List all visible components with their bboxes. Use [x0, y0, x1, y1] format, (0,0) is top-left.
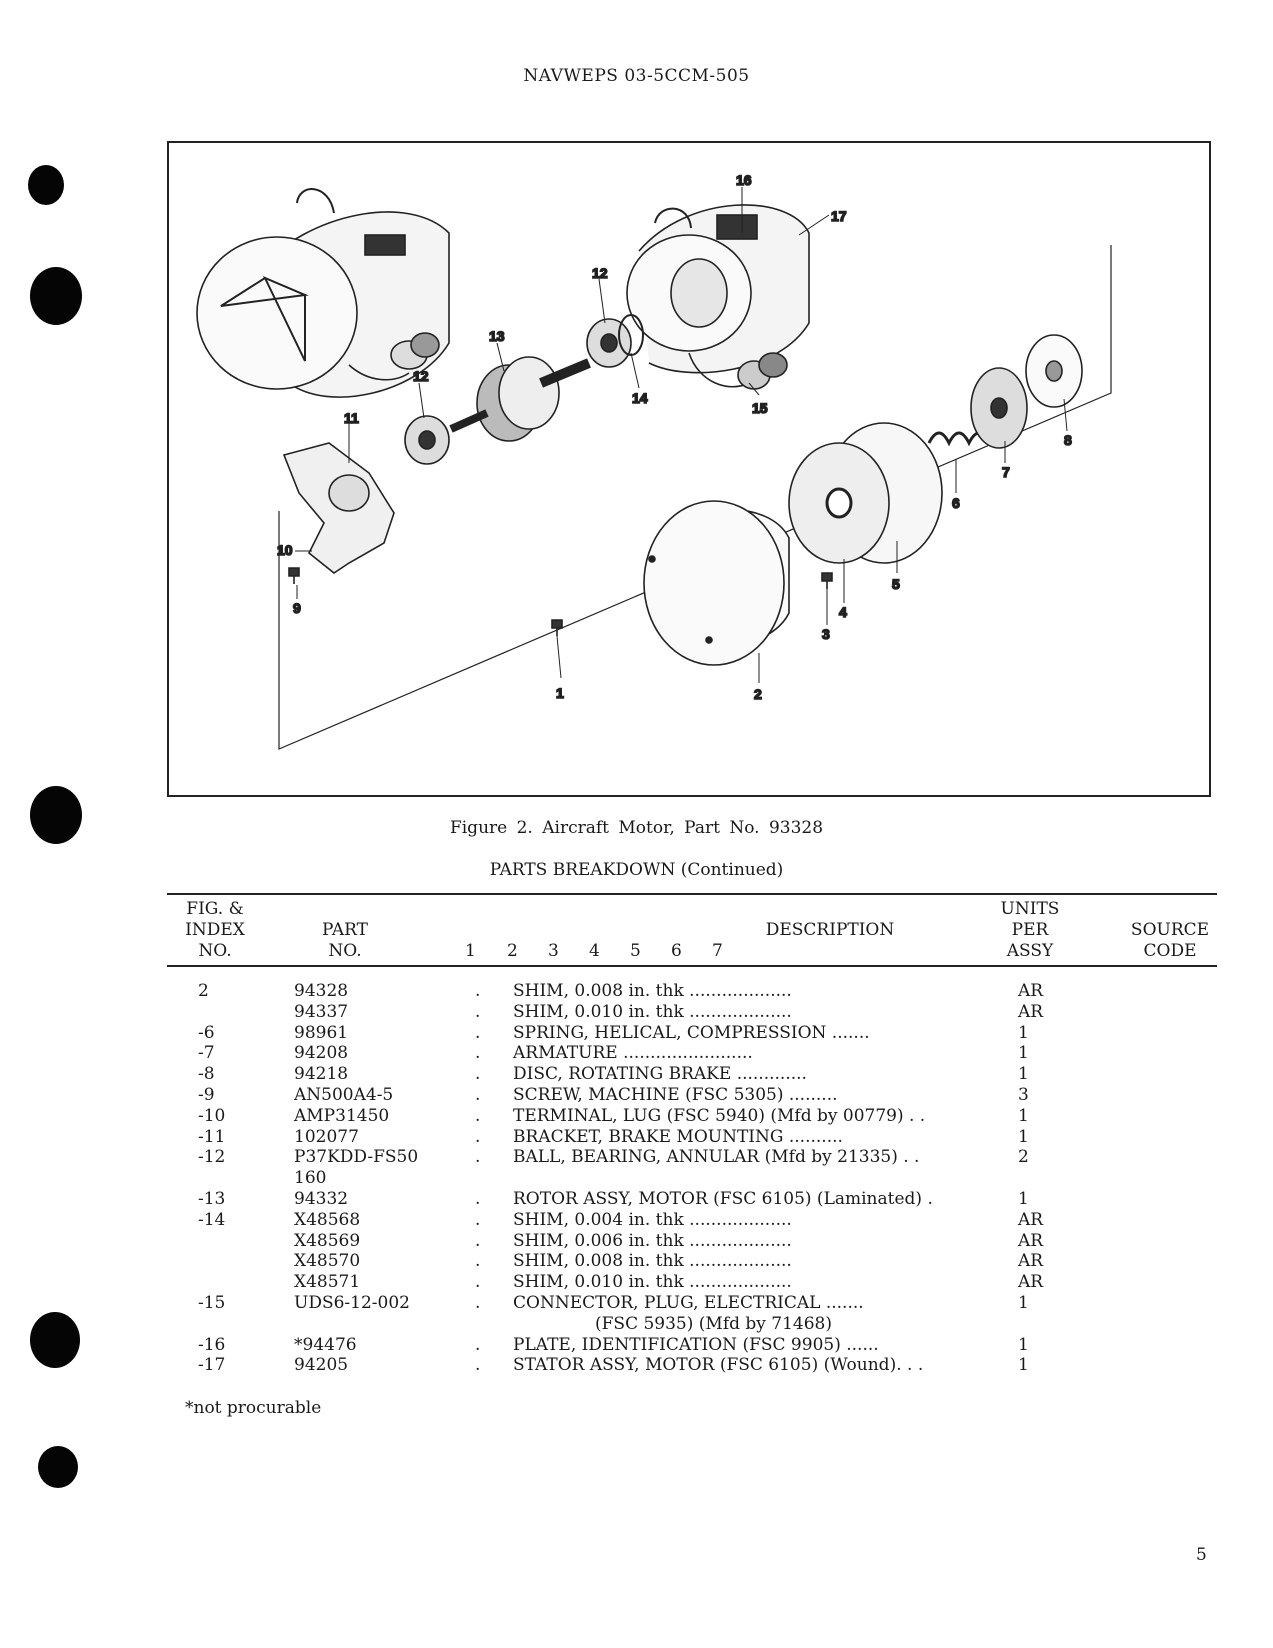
description-cell: (FSC 5935) (Mfd by 71468) — [595, 1313, 833, 1334]
table-title: PARTS BREAKDOWN (Continued) — [489, 860, 784, 880]
description-cell: CONNECTOR, PLUG, ELECTRICAL ....... — [513, 1293, 864, 1313]
description-cell: SPRING, HELICAL, COMPRESSION ....... — [513, 1022, 870, 1043]
units-cell: 1 — [1018, 1022, 1029, 1043]
part-number-cell: 94337 — [294, 1001, 349, 1022]
part-number-cell: *94476 — [294, 1334, 357, 1355]
part-number-cell: 94218 — [294, 1064, 349, 1085]
indent-dot: . — [475, 1147, 481, 1168]
callout-16: 16 — [736, 172, 752, 188]
description-cell: SHIM, 0.006 in. thk ................... — [513, 1230, 792, 1251]
indent-dot: . — [475, 1001, 481, 1022]
index-cell: -11 — [198, 1126, 226, 1147]
part-number-cell: X48570 — [294, 1251, 361, 1272]
callout-2: 2 — [754, 686, 762, 702]
callout-4: 4 — [839, 604, 847, 620]
binder-hole — [30, 267, 82, 325]
indent-dot: . — [475, 1209, 481, 1230]
units-cell: AR — [1018, 1001, 1044, 1022]
index-cell: -7 — [198, 1043, 215, 1064]
units-cell: AR — [1018, 1209, 1044, 1230]
exploded-view-figure — [167, 141, 1211, 797]
table-row — [0, 1106, 1273, 1127]
brake-assembly — [789, 423, 942, 563]
header-units: UNITS PER ASSY — [1000, 899, 1060, 961]
indent-dot: . — [475, 1293, 481, 1313]
indent-dot: . — [475, 1022, 481, 1043]
table-row — [0, 1355, 1273, 1376]
index-cell: -9 — [198, 1085, 215, 1105]
motor-housing-left — [197, 189, 449, 397]
units-cell: 1 — [1018, 1293, 1029, 1313]
description-cell: ROTOR ASSY, MOTOR (FSC 6105) (Laminated) . — [513, 1189, 933, 1209]
figure-caption: Figure 2. Aircraft Motor, Part No. 93328 — [449, 818, 824, 838]
callout-13: 13 — [489, 328, 505, 344]
units-cell: AR — [1018, 981, 1044, 1001]
header-fig-index: FIG. & INDEX NO. — [185, 899, 245, 961]
units-cell: AR — [1018, 1251, 1044, 1272]
index-cell: 2 — [198, 981, 209, 1001]
header-part-no: PART NO. — [322, 920, 368, 961]
units-cell: 1 — [1018, 1043, 1029, 1064]
table-row — [0, 1085, 1273, 1106]
table-row — [0, 1023, 1273, 1044]
units-cell: 1 — [1018, 1064, 1029, 1085]
callout-5: 5 — [892, 576, 900, 592]
table-row — [0, 1064, 1273, 1085]
indent-dot: . — [475, 1189, 481, 1209]
units-cell: 2 — [1018, 1147, 1029, 1168]
exploded-view-illustration — [169, 143, 1209, 795]
index-cell: -16 — [198, 1334, 226, 1355]
table-row — [0, 1272, 1273, 1293]
part-number-cell: UDS6-12-002 — [294, 1293, 410, 1313]
indent-dot: . — [475, 1043, 481, 1064]
index-cell: -10 — [198, 1105, 226, 1126]
table-row — [0, 1043, 1273, 1064]
callout-9: 9 — [293, 600, 301, 616]
index-cell: -12 — [198, 1147, 226, 1168]
callout-15: 15 — [752, 400, 768, 416]
screw — [822, 573, 832, 589]
description-cell: BRACKET, BRAKE MOUNTING .......... — [513, 1126, 843, 1147]
table-header-rule — [167, 965, 1217, 967]
callout-11: 11 — [344, 410, 359, 426]
indent-dot: . — [475, 1230, 481, 1251]
units-cell: 1 — [1018, 1126, 1029, 1147]
part-number-cell: 98961 — [294, 1022, 349, 1043]
description-cell: SHIM, 0.008 in. thk ................... — [513, 981, 792, 1001]
table-row — [0, 981, 1273, 1002]
units-cell: 1 — [1018, 1105, 1029, 1126]
description-cell: TERMINAL, LUG (FSC 5940) (Mfd by 00779) . . — [513, 1105, 926, 1126]
header-description: DESCRIPTION — [765, 920, 895, 940]
description-cell: SHIM, 0.010 in. thk ................... — [513, 1272, 792, 1293]
callout-12-upper: 12 — [592, 265, 608, 281]
table-row — [0, 1314, 1273, 1335]
units-cell: 1 — [1018, 1355, 1029, 1376]
part-number-cell: 94208 — [294, 1043, 349, 1064]
description-cell: PLATE, IDENTIFICATION (FSC 9905) ...... — [513, 1334, 879, 1355]
table-row — [0, 1127, 1273, 1148]
table-row — [0, 1210, 1273, 1231]
binder-hole — [38, 1446, 78, 1488]
part-number-cell: AMP31450 — [294, 1105, 390, 1126]
footnote: *not procurable — [185, 1398, 322, 1418]
part-number-cell: P37KDD-FS50 — [294, 1147, 419, 1168]
binder-hole — [28, 165, 64, 205]
table-row — [0, 1251, 1273, 1272]
header-source-code: SOURCE CODE — [1130, 920, 1210, 961]
callout-3: 3 — [822, 626, 830, 642]
table-top-rule — [167, 893, 1217, 895]
indent-dot: . — [475, 1272, 481, 1293]
description-cell: STATOR ASSY, MOTOR (FSC 6105) (Wound). . . — [513, 1355, 924, 1376]
stator-assembly — [627, 205, 809, 389]
table-row — [0, 1335, 1273, 1356]
description-cell: SHIM, 0.008 in. thk ................... — [513, 1251, 792, 1272]
units-cell: 1 — [1018, 1334, 1029, 1355]
callout-17: 17 — [831, 208, 847, 224]
part-number-cell: X48569 — [294, 1230, 361, 1251]
description-cell: DISC, ROTATING BRAKE ............. — [513, 1064, 807, 1085]
indent-dot: . — [475, 1064, 481, 1085]
part-number-cell: 94332 — [294, 1189, 349, 1209]
indent-dot: . — [475, 1251, 481, 1272]
document-number: NAVWEPS 03-5CCM-505 — [523, 66, 750, 86]
indent-dot: . — [475, 1126, 481, 1147]
part-number-cell: X48568 — [294, 1209, 361, 1230]
description-cell: SHIM, 0.004 in. thk ................... — [513, 1209, 792, 1230]
callout-10: 10 — [277, 542, 293, 558]
table-row — [0, 1189, 1273, 1210]
description-cell: ARMATURE ........................ — [513, 1043, 753, 1064]
indent-dot: . — [475, 1334, 481, 1355]
table-row — [0, 1168, 1273, 1189]
description-cell: SHIM, 0.010 in. thk ................... — [513, 1001, 792, 1022]
table-row — [0, 1231, 1273, 1252]
table-row — [0, 1147, 1273, 1168]
screw — [289, 568, 299, 584]
table-row — [0, 1002, 1273, 1023]
units-cell: 3 — [1018, 1085, 1029, 1105]
part-number-cell: X48571 — [294, 1272, 361, 1293]
page-number: 5 — [1196, 1545, 1207, 1565]
description-cell: BALL, BEARING, ANNULAR (Mfd by 21335) . . — [513, 1147, 920, 1168]
callout-7: 7 — [1002, 464, 1010, 480]
rotor-assembly — [451, 357, 589, 441]
indent-dot: . — [475, 1105, 481, 1126]
callout-12-lower: 12 — [413, 368, 429, 384]
index-cell: -17 — [198, 1355, 226, 1376]
units-cell: 1 — [1018, 1189, 1029, 1209]
part-number-cell: 94328 — [294, 981, 349, 1001]
units-cell: AR — [1018, 1230, 1044, 1251]
callout-8: 8 — [1064, 432, 1072, 448]
table-row — [0, 1293, 1273, 1314]
part-number-cell: 94205 — [294, 1355, 349, 1376]
indent-dot: . — [475, 1085, 481, 1105]
indent-dot: . — [475, 981, 481, 1001]
index-cell: -6 — [198, 1022, 215, 1043]
screw — [552, 620, 562, 636]
brake-cover — [644, 501, 789, 665]
index-cell: -15 — [198, 1293, 226, 1313]
units-cell: AR — [1018, 1272, 1044, 1293]
callout-6: 6 — [952, 495, 960, 511]
callout-1: 1 — [556, 685, 564, 701]
indent-dot: . — [475, 1355, 481, 1376]
part-number-cell: AN500A4-5 — [294, 1085, 394, 1105]
callout-14: 14 — [632, 390, 648, 406]
part-number-cell: 102077 — [294, 1126, 359, 1147]
part-number-cell: 160 — [294, 1168, 327, 1189]
description-cell: SCREW, MACHINE (FSC 5305) ......... — [513, 1085, 838, 1105]
index-cell: -14 — [198, 1209, 226, 1230]
index-cell: -8 — [198, 1064, 215, 1085]
index-cell: -13 — [198, 1189, 226, 1209]
